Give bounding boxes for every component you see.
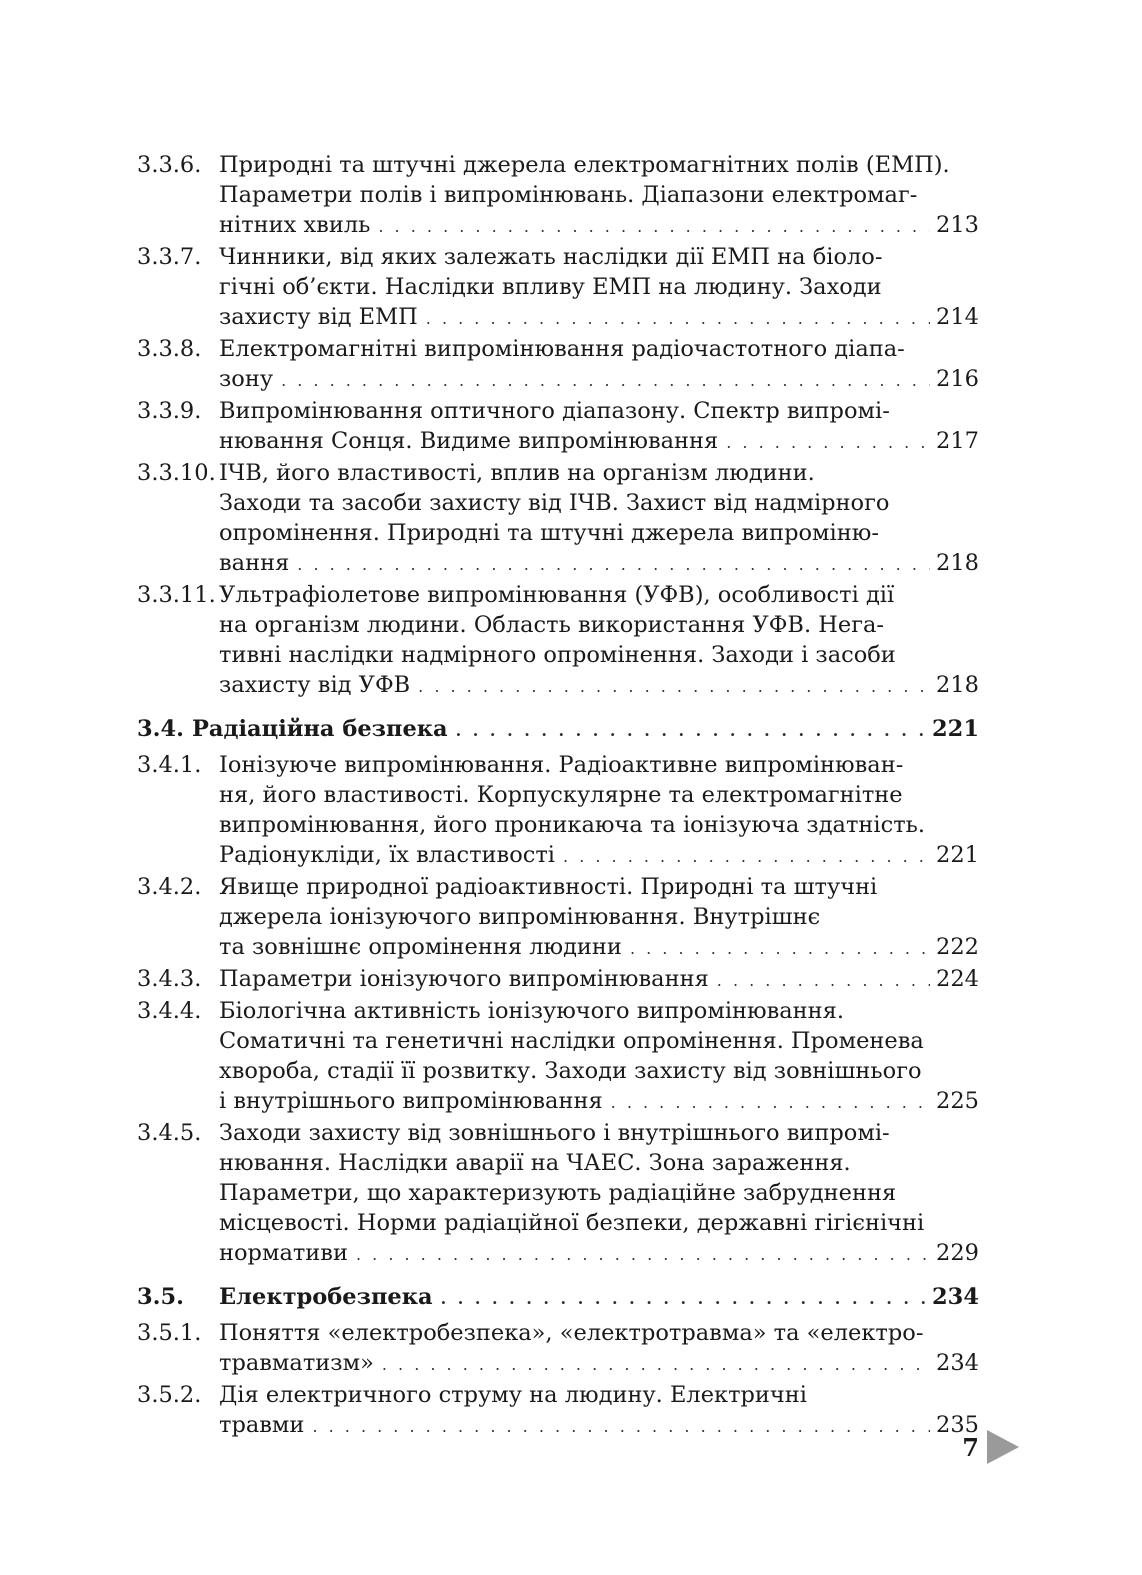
table-of-contents xyxy=(137,150,979,1442)
toc-entry-number: 3.4.5. xyxy=(137,1120,202,1146)
toc-page-number: 224 xyxy=(936,966,979,992)
toc-entry-number: 3.5.2. xyxy=(137,1382,202,1408)
toc-entry-number: 3.5.1. xyxy=(137,1320,202,1346)
toc-entry-line: Чинники, від яких залежать наслідки дії ЕМП на біоло- xyxy=(219,244,883,270)
toc-entry xyxy=(137,150,979,242)
toc-entry-number: 3.3.8. xyxy=(137,336,202,362)
toc-entry-line: травматизм» xyxy=(219,1350,374,1376)
toc-entry-last-line xyxy=(219,1282,979,1314)
toc-entry-line: Випромінювання оптичного діапазону. Спектр випромі- xyxy=(219,398,890,424)
toc-entry-title xyxy=(219,334,979,396)
toc-entry-line: нювання Сонця. Видиме випромінювання xyxy=(219,428,719,454)
toc-entry xyxy=(137,872,979,964)
toc-entry-number: 3.5. xyxy=(137,1284,184,1310)
toc-entry-line: травми xyxy=(219,1412,305,1438)
toc-entry-line: гічні об’єкти. Наслідки впливу ЕМП на людину. Заходи xyxy=(219,274,882,300)
toc-entry-title xyxy=(219,1118,979,1270)
toc-entry-line: ІЧВ, його властивості, вплив на організм людини. xyxy=(219,460,815,486)
toc-entry-line: Електромагнітні випромінювання радіочастотного діапа- xyxy=(219,336,905,362)
toc-entry-number: 3.3.7. xyxy=(137,244,202,270)
toc-entry-line: Природні та штучні джерела електромагнітних полів (ЕМП). xyxy=(219,152,950,178)
toc-entry-line: вання xyxy=(219,550,290,576)
toc-entry-last-line xyxy=(219,302,979,334)
toc-entry-number: 3.3.9. xyxy=(137,398,202,424)
toc-entry-last-line xyxy=(219,932,979,964)
toc-entry-title xyxy=(219,1282,979,1314)
dot-leader xyxy=(356,1240,930,1270)
toc-entry-number: 3.4.1. xyxy=(137,752,202,778)
toc-entry-line: та зовнішнє опромінення людини xyxy=(219,934,622,960)
toc-entry-line: Заходи захисту від зовнішнього і внутрішнього випромі- xyxy=(219,1120,890,1146)
toc-page-number: 221 xyxy=(936,842,979,868)
toc-entry-line: зону xyxy=(219,366,274,392)
toc-entry-line: Ультрафіолетове випромінювання (УФВ), особливості дії xyxy=(219,582,895,608)
toc-page-number: 229 xyxy=(936,1240,979,1266)
toc-entry-line: Іонізуюче випромінювання. Радіоактивне випромінюван- xyxy=(219,752,904,778)
toc-page-number: 234 xyxy=(936,1350,979,1376)
toc-entry-title xyxy=(219,396,979,458)
toc-entry-title xyxy=(219,150,979,242)
toc-entry xyxy=(137,396,979,458)
dot-leader xyxy=(563,842,930,872)
toc-entry xyxy=(137,1380,979,1442)
page-number: 7 xyxy=(962,1432,979,1462)
toc-page-number: 234 xyxy=(932,1284,979,1310)
toc-entry-title xyxy=(219,1380,979,1442)
toc-entry xyxy=(137,458,979,580)
toc-entry-line: нітних хвиль xyxy=(219,212,371,238)
toc-entry-line: Заходи та засоби захисту від ІЧВ. Захист від надмірного xyxy=(219,490,890,516)
toc-page-number: 235 xyxy=(936,1412,979,1438)
toc-entry-title xyxy=(219,996,979,1118)
toc-entry-line: ня, його властивості. Корпускулярне та електромагнітне xyxy=(219,782,903,808)
toc-entry-title xyxy=(219,750,979,872)
toc-entry-line: Параметри іонізуючого випромінювання xyxy=(219,966,709,992)
toc-entry xyxy=(137,964,979,996)
toc-entry-last-line xyxy=(219,210,979,242)
toc-entry-number: 3.4. xyxy=(137,716,184,742)
toc-entry-title xyxy=(219,964,979,996)
toc-page-number: 218 xyxy=(936,550,979,576)
toc-entry-number: 3.4.4. xyxy=(137,998,202,1024)
page-footer xyxy=(962,1430,1019,1464)
toc-entry xyxy=(137,750,979,872)
toc-entry-line: нормативи xyxy=(219,1240,348,1266)
toc-entry-last-line xyxy=(219,426,979,458)
toc-entry xyxy=(137,1318,979,1380)
dot-leader xyxy=(312,1412,930,1442)
toc-entry-line: Електробезпека xyxy=(219,1284,433,1310)
toc-entry xyxy=(137,334,979,396)
dot-leader xyxy=(378,212,930,242)
toc-page-number: 217 xyxy=(936,428,979,454)
toc-section xyxy=(137,1282,979,1314)
toc-entry-number: 3.4.3. xyxy=(137,966,202,992)
dot-leader xyxy=(630,934,930,964)
toc-entry-last-line xyxy=(192,714,979,746)
toc-entry xyxy=(137,580,979,702)
toc-entry-title xyxy=(219,580,979,702)
dot-leader xyxy=(426,304,930,334)
toc-entry-line: і внутрішнього випромінювання xyxy=(219,1088,603,1114)
dot-leader xyxy=(281,366,930,396)
toc-entry-line: опромінення. Природні та штучні джерела випроміню- xyxy=(219,520,879,546)
toc-entry-last-line xyxy=(219,1410,979,1442)
toc-entry xyxy=(137,1118,979,1270)
toc-entry-line: тивні наслідки надмірного опромінення. Заходи і засоби xyxy=(219,642,896,668)
toc-entry-line: на організм людини. Область використання УФВ. Нега- xyxy=(219,612,885,638)
toc-entry-line: захисту від УФВ xyxy=(219,672,411,698)
toc-entry-number: 3.3.11. xyxy=(137,582,216,608)
toc-entry-line: Явище природної радіоактивності. Природні та штучні xyxy=(219,874,878,900)
toc-entry-line: Радіонукліди, їх властивості xyxy=(219,842,556,868)
toc-entry-line: Біологічна активність іонізуючого випромінювання. xyxy=(219,998,845,1024)
toc-page-number: 213 xyxy=(936,212,979,238)
toc-page-number: 221 xyxy=(932,716,979,742)
toc-entry-last-line xyxy=(219,1238,979,1270)
next-page-arrow-icon xyxy=(987,1430,1019,1464)
dot-leader xyxy=(726,428,930,458)
toc-entry-last-line xyxy=(219,840,979,872)
dot-leader xyxy=(717,966,930,996)
toc-entry-number: 3.4.2. xyxy=(137,874,202,900)
toc-entry-line: Дія електричного струму на людину. Електричні xyxy=(219,1382,807,1408)
toc-page-number: 214 xyxy=(936,304,979,330)
toc-entry-title xyxy=(219,872,979,964)
dot-leader xyxy=(418,672,930,702)
toc-entry xyxy=(137,996,979,1118)
toc-entry-last-line xyxy=(219,548,979,580)
dot-leader xyxy=(297,550,930,580)
toc-entry-last-line xyxy=(219,964,979,996)
dot-leader xyxy=(456,716,926,746)
toc-page-number: 225 xyxy=(936,1088,979,1114)
toc-entry-line: місцевості. Норми радіаційної безпеки, державні гігієнічні xyxy=(219,1210,925,1236)
toc-entry xyxy=(137,242,979,334)
toc-entry-title xyxy=(219,242,979,334)
dot-leader xyxy=(611,1088,930,1118)
toc-entry-line: випромінювання, його проникаюча та іонізуюча здатність. xyxy=(219,812,926,838)
toc-page-number: 216 xyxy=(936,366,979,392)
toc-entry-line: Поняття «електробезпека», «електротравма» та «електро- xyxy=(219,1320,924,1346)
toc-entry-line: хвороба, стадії її розвитку. Заходи захисту від зовнішнього xyxy=(219,1058,922,1084)
toc-entry-last-line xyxy=(219,670,979,702)
toc-entry-title xyxy=(192,714,979,746)
toc-section xyxy=(137,714,979,746)
toc-entry-line: захисту від ЕМП xyxy=(219,304,418,330)
toc-entry-line: Радіаційна безпека xyxy=(191,716,448,742)
dot-leader xyxy=(382,1350,930,1380)
toc-entry-title xyxy=(219,1318,979,1380)
toc-entry-last-line xyxy=(219,364,979,396)
toc-entry-number: 3.3.6. xyxy=(137,152,202,178)
toc-entry-line: джерела іонізуючого випромінювання. Внутрішнє xyxy=(219,904,821,930)
toc-entry-line: нювання. Наслідки аварії на ЧАЕС. Зона зараження. xyxy=(219,1150,851,1176)
toc-entry-line: Соматичні та генетичні наслідки опромінення. Променева xyxy=(219,1028,924,1054)
toc-entry-number: 3.3.10. xyxy=(137,460,216,486)
toc-entry-line: Параметри полів і випромінювань. Діапазони електромаг- xyxy=(219,182,918,208)
toc-page-number: 218 xyxy=(936,672,979,698)
dot-leader xyxy=(441,1284,926,1314)
toc-entry-last-line xyxy=(219,1348,979,1380)
toc-page-number: 222 xyxy=(936,934,979,960)
toc-entry-title xyxy=(219,458,979,580)
toc-entry-last-line xyxy=(219,1086,979,1118)
toc-entry-line: Параметри, що характеризують радіаційне забруднення xyxy=(219,1180,897,1206)
